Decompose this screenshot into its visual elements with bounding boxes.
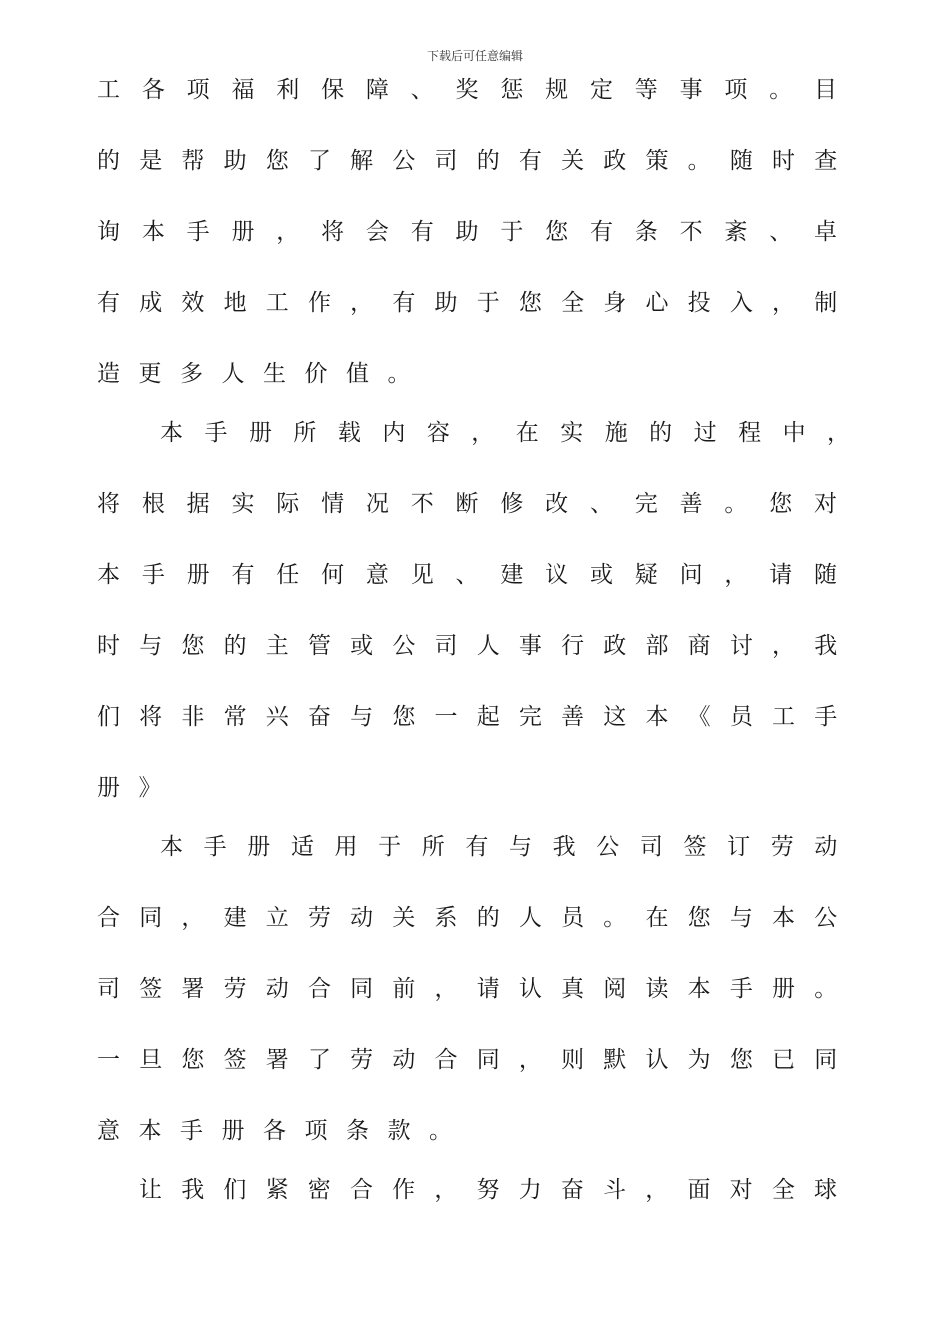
- text-line-16: 意本手册各项条款。: [97, 1118, 471, 1144]
- text-line-15: 一 旦 您 签 署 了 劳 动 合 同 ， 则 默 认 为 您 已 同: [97, 1047, 838, 1073]
- paragraph-3-line-1: 本 手 册 适 用 于 所 有 与 我 公 司 签 订 劳 动: [160, 834, 838, 860]
- text-line-9: 时 与 您 的 主 管 或 公 司 人 事 行 政 部 商 讨 ， 我: [97, 633, 838, 659]
- text-line-5: 造更多人生价值。: [97, 361, 429, 387]
- paragraph-2-line-1: 本 手 册 所 载 内 容 ， 在 实 施 的 过 程 中 ，: [160, 420, 851, 446]
- text-line-8: 本 手 册 有 任 何 意 见 、 建 议 或 疑 问 ， 请 随: [97, 562, 837, 588]
- text-line-3: 询 本 手 册 ， 将 会 有 助 于 您 有 条 不 紊 、 卓: [97, 219, 837, 245]
- text-line-4: 有 成 效 地 工 作 ， 有 助 于 您 全 身 心 投 入 ， 制: [97, 290, 838, 316]
- text-line-14: 司 签 署 劳 动 合 同 前 ， 请 认 真 阅 读 本 手 册 。: [97, 976, 838, 1002]
- text-line-2: 的 是 帮 助 您 了 解 公 司 的 有 关 政 策 。 随 时 查: [97, 148, 838, 174]
- text-line-1: 工 各 项 福 利 保 障 、 奖 惩 规 定 等 事 项 。 目: [97, 77, 837, 103]
- text-line-10: 们 将 非 常 兴 奋 与 您 一 起 完 善 这 本 《 员 工 手: [97, 704, 838, 730]
- text-line-13: 合 同 ， 建 立 劳 动 关 系 的 人 员 。 在 您 与 本 公: [97, 905, 838, 931]
- text-line-7: 将 根 据 实 际 情 况 不 断 修 改 、 完 善 。 您 对: [97, 491, 837, 517]
- paragraph-4-line-1: 让 我 们 紧 密 合 作 ， 努 力 奋 斗 ， 面 对 全 球: [139, 1177, 837, 1203]
- page-header-note: 下载后可任意编辑: [426, 49, 523, 63]
- text-line-11: 册》: [97, 775, 180, 801]
